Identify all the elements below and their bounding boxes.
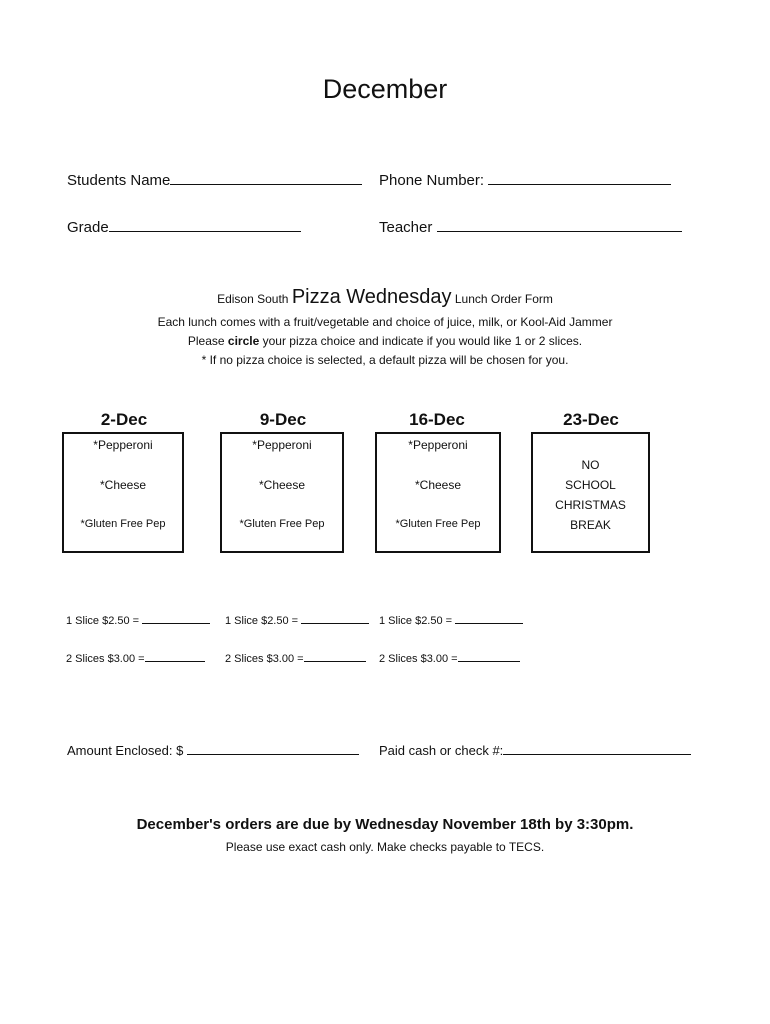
one-slice-line[interactable]	[455, 612, 523, 624]
two-slices-label: 2 Slices $3.00 =	[379, 653, 458, 665]
choice-gluten-free-pep[interactable]: *Gluten Free Pep	[80, 518, 166, 530]
one-slice-9-dec[interactable]	[225, 612, 369, 627]
date-9-dec: 9-Dec	[259, 410, 307, 429]
paid-cash-check-field[interactable]	[379, 742, 691, 758]
menu-box-9-dec[interactable]	[220, 432, 344, 553]
paid-cash-check-line[interactable]	[503, 742, 691, 755]
choice-cheese[interactable]: *Cheese	[414, 478, 462, 492]
choice-gluten-free-pep[interactable]: *Gluten Free Pep	[239, 518, 325, 530]
teacher-field[interactable]	[379, 217, 682, 236]
two-slices-line[interactable]	[458, 650, 520, 662]
teacher-line[interactable]	[437, 217, 682, 232]
menu-box-23-dec	[531, 432, 650, 553]
choice-pepperoni[interactable]: *Pepperoni	[252, 438, 312, 452]
menu-box-2-dec[interactable]	[62, 432, 184, 553]
one-slice-label: 1 Slice $2.50 =	[379, 615, 453, 627]
no-school-line-2: SCHOOL	[565, 478, 616, 492]
two-slices-label: 2 Slices $3.00 =	[66, 653, 145, 665]
student-name-label: Students Name	[67, 172, 171, 189]
student-name-line[interactable]	[170, 170, 362, 185]
amount-enclosed-field[interactable]	[67, 742, 359, 758]
intro-line-2-post: your pizza choice and indicate if you would like 1 or 2 slices.	[262, 334, 583, 348]
two-slices-16-dec[interactable]	[379, 650, 520, 665]
date-16-dec: 16-Dec	[409, 410, 465, 429]
intro-line-2-bold: circle	[227, 334, 260, 348]
one-slice-line[interactable]	[142, 612, 210, 624]
school-name: Edison South	[217, 292, 289, 306]
phone-label: Phone Number:	[379, 172, 485, 189]
intro-line-3: * If no pizza choice is selected, a default pizza will be chosen for you.	[201, 353, 569, 367]
intro-line-2	[0, 334, 770, 348]
grade-label: Grade	[67, 219, 109, 236]
no-school-line-3: CHRISTMAS	[555, 498, 626, 512]
page-title: December	[322, 74, 448, 104]
one-slice-label: 1 Slice $2.50 =	[225, 615, 299, 627]
choice-pepperoni[interactable]: *Pepperoni	[93, 438, 153, 452]
no-school-line-4: BREAK	[570, 518, 611, 532]
two-slices-line[interactable]	[304, 650, 366, 662]
due-notice: December's orders are due by Wednesday November 18th by 3:30pm.	[136, 816, 634, 833]
no-school-line-1: NO	[581, 458, 600, 472]
grade-line[interactable]	[109, 217, 301, 232]
one-slice-line[interactable]	[301, 612, 369, 624]
paid-cash-check-label: Paid cash or check #:	[379, 743, 504, 758]
choice-gluten-free-pep[interactable]: *Gluten Free Pep	[395, 518, 481, 530]
cash-note: Please use exact cash only. Make checks payable to TECS.	[225, 840, 545, 854]
teacher-label: Teacher	[379, 219, 433, 236]
grade-field[interactable]	[67, 217, 301, 236]
two-slices-label: 2 Slices $3.00 =	[225, 653, 304, 665]
student-name-field[interactable]	[67, 170, 362, 189]
date-23-dec: 23-Dec	[563, 410, 619, 429]
amount-enclosed-label: Amount Enclosed: $	[67, 743, 184, 758]
menu-box-16-dec[interactable]	[375, 432, 501, 553]
one-slice-2-dec[interactable]	[66, 612, 210, 627]
phone-line[interactable]	[488, 170, 671, 185]
two-slices-2-dec[interactable]	[66, 650, 205, 665]
intro-line-1: Each lunch comes with a fruit/vegetable and choice of juice, milk, or Kool-Aid Jammer	[157, 315, 613, 329]
one-slice-16-dec[interactable]	[379, 612, 523, 627]
choice-pepperoni[interactable]: *Pepperoni	[408, 438, 468, 452]
form-name: Pizza Wednesday	[291, 286, 452, 308]
form-suffix: Lunch Order Form	[454, 292, 553, 306]
one-slice-label: 1 Slice $2.50 =	[66, 615, 140, 627]
phone-field[interactable]	[379, 170, 671, 189]
date-2-dec: 2-Dec	[100, 410, 148, 429]
two-slices-9-dec[interactable]	[225, 650, 366, 665]
choice-cheese[interactable]: *Cheese	[258, 478, 306, 492]
two-slices-line[interactable]	[145, 650, 205, 662]
amount-enclosed-line[interactable]	[187, 742, 359, 755]
choice-cheese[interactable]: *Cheese	[99, 478, 147, 492]
form-heading	[0, 286, 770, 309]
intro-line-2-pre: Please	[187, 334, 225, 348]
